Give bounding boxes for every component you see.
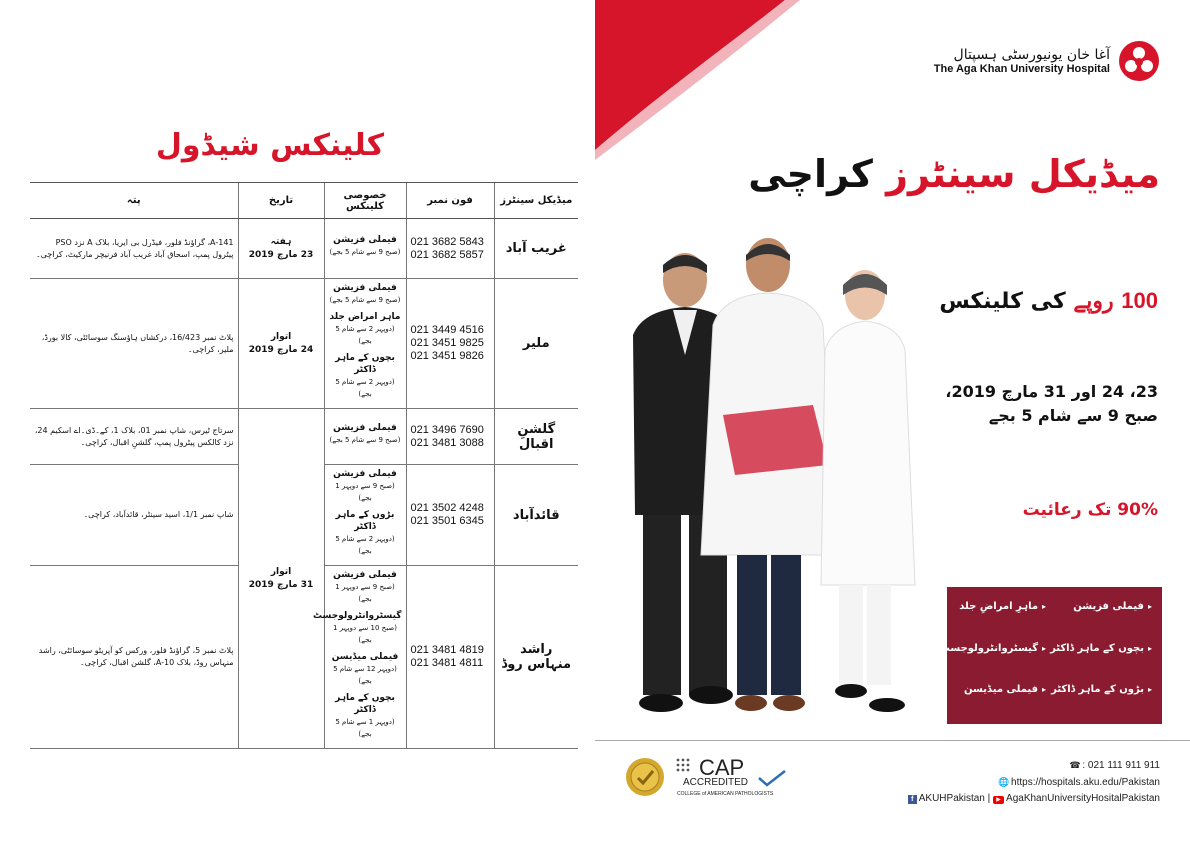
- clinic-time: (صبح 9 سے شام 5 بجے): [329, 296, 401, 304]
- clinic-date: [238, 409, 324, 749]
- cap-college: COLLEGE of AMERICAN PATHOLOGISTS: [677, 791, 774, 797]
- date-value: 24 مارچ 2019: [248, 344, 314, 355]
- clinic-time: (صبح 9 سے دوپہر 1 بجے): [335, 482, 395, 502]
- service-item: ▸ بچوں کے ماہر ڈاکٹر: [1050, 643, 1152, 669]
- phone-numbers: [406, 465, 494, 566]
- center-address: پلاٹ نمبر 5، گراؤنڈ فلور، ورکس کو آپریٹو سوسائٹی، راشد منہاس روڈ، بلاک A-10، گلشن اقبال، کراچی۔: [30, 566, 238, 749]
- contact-info: [908, 757, 1160, 807]
- phone-numbers: [406, 279, 494, 409]
- discount-text: 90% تک رعائیت: [1022, 500, 1158, 520]
- clinic-name: بڑوں کے ماہر ڈاکٹر: [335, 510, 395, 532]
- clinic-list: [324, 409, 406, 465]
- phone-number: 021 3449 4516: [410, 324, 484, 336]
- akuh-logo: [934, 40, 1160, 82]
- service-item: ▸ گیسٹروانٹرولوجسٹ: [940, 643, 1046, 669]
- header-phone: فون نمبر: [406, 183, 494, 219]
- center-address: A-141، گراؤنڈ فلور، فیڈرل بی ایریا، بلاک A نزد PSO پیٹرول پمپ، اسحاق آباد غریب آباد فرنیچر مارکیٹ، کراچی۔: [30, 219, 238, 279]
- phone-number: 021 3481 4811: [410, 657, 484, 669]
- phone-number: 021 3682 5857: [410, 248, 484, 261]
- phone-number: 021 3451 9826: [410, 350, 484, 362]
- checkmark-icon: [757, 769, 787, 787]
- phone-number: 021 3481 4819: [410, 644, 484, 656]
- clinic-time: (صبح 9 سے شام 5 بجے): [329, 436, 401, 444]
- center-address: سرتاج ٹیرس، شاپ نمبر 01، بلاک 1، کے۔ڈی۔اے اسکیم 24، نزد کالکس پیٹرول پمپ، گلشنِ اقبال، کراچی۔: [30, 409, 238, 465]
- clinic-time: (دوپہر 2 سے شام 5 بجے): [335, 378, 395, 398]
- youtube-handle[interactable]: AgaKhanUniversityHositalPakistan: [1006, 793, 1160, 804]
- schedule-table: [30, 182, 578, 749]
- price-amount: 100: [1121, 288, 1158, 313]
- service-item: ▸ ماہرِ امراضِ جلد: [940, 601, 1046, 627]
- service-item: ▸ بڑوں کے ماہر ڈاکٹر: [1050, 684, 1152, 710]
- clinic-time: (صبح 9 سے دوپہر 1 بجے): [335, 583, 395, 603]
- website-link[interactable]: https://hospitals.aku.edu/Pakistan: [1011, 777, 1160, 788]
- clinic-date: [238, 219, 324, 279]
- header-clinics: خصوصی کلینکس: [324, 183, 406, 219]
- youtube-icon: ▶: [993, 796, 1004, 804]
- clinic-time: (دوپہر 2 سے شام 5 بجے): [335, 325, 395, 345]
- phone-number: 021 3496 7690: [410, 423, 484, 436]
- phone-number: 021 3502 4248: [410, 502, 484, 514]
- footer-divider: [595, 740, 1190, 741]
- facebook-handle[interactable]: AKUHPakistan |: [918, 793, 994, 804]
- header-date: تاریخ: [238, 183, 324, 219]
- phone-number: 021 3481 3088: [410, 436, 484, 449]
- clinic-list: [313, 566, 406, 749]
- clinic-name: گیسٹروانٹرولوجسٹ: [313, 611, 402, 621]
- service-item: ▸ فیملی فزیشن: [1050, 601, 1152, 627]
- akuh-emblem-icon: [1118, 40, 1160, 82]
- center-name: گلشنِ اقبال: [494, 409, 578, 465]
- table-row: [30, 219, 578, 279]
- date-value: 23 مارچ 2019: [248, 249, 314, 260]
- schedule-title: کلینکس شیڈول: [155, 128, 385, 163]
- center-name: راشد منہاس روڈ: [494, 566, 578, 749]
- date-day: اتوار: [270, 566, 292, 577]
- phone-numbers: [406, 219, 494, 279]
- center-name: غریب آباد: [494, 219, 578, 279]
- website-row: [908, 774, 1160, 791]
- phone-number: 021 3451 9825: [410, 337, 484, 349]
- services-box: [939, 587, 1162, 724]
- phone-icon: ☎: [1069, 760, 1081, 770]
- clinic-time: (دوپہر 12 سے شام 5 بجے): [333, 665, 397, 685]
- clinic-name: فیملی فزیشن: [333, 570, 397, 580]
- price-rest: کی کلینکس: [939, 289, 1066, 314]
- clinic-name: فیملی میڈیسن: [331, 652, 399, 662]
- clinic-name: ماہر امراض جلد: [329, 312, 401, 322]
- logo-urdu-text: آغا خان یونیورسٹی ہسپتال: [953, 47, 1110, 63]
- headline-red: میڈیکل سینٹرز: [886, 152, 1160, 196]
- center-name: ملیر: [494, 279, 578, 409]
- center-address: پلاٹ نمبر 16/423، درکشاں ہاؤسنگ سوسائٹی، کالا بورڈ، ملیر، کراچی۔: [30, 279, 238, 409]
- table-row: [30, 279, 578, 409]
- gold-seal-icon: [625, 757, 665, 797]
- clinic-name: فیملی فزیشن: [333, 469, 397, 479]
- table-row: [30, 409, 578, 465]
- center-name: قائدآباد: [494, 465, 578, 566]
- clinic-name: فیملی فزیشن: [333, 235, 397, 245]
- clinic-name: فیملی فزیشن: [333, 423, 397, 433]
- social-row: [908, 791, 1160, 807]
- clinic-list: [324, 219, 406, 279]
- clinic-time: (دوپہر 2 سے شام 5 بجے): [335, 535, 395, 555]
- center-address: شاپ نمبر 1/1، اسید سینٹر، قائدآباد، کراچی۔: [30, 465, 238, 566]
- price-line: [939, 288, 1158, 314]
- flyer-page: [595, 0, 1190, 842]
- clinic-time: (دوپہر 1 سے شام 5 بجے): [335, 718, 395, 738]
- cap-accredited: ACCREDITED: [683, 777, 749, 788]
- clinic-date: [238, 279, 324, 409]
- clinic-list: [324, 279, 406, 409]
- clinic-name: بچوں کے ماہر ڈاکٹر: [335, 353, 395, 375]
- date-day: اتوار: [270, 331, 292, 342]
- phone-row: [908, 757, 1160, 774]
- clinic-time: (صبح 9 سے شام 5 بجے): [329, 248, 401, 256]
- globe-icon: 🌐: [998, 777, 1010, 787]
- event-dates: [945, 380, 1158, 428]
- event-hours-line: صبح 9 سے شام 5 بجے: [988, 406, 1158, 425]
- logo-english-text: The Aga Khan University Hospital: [933, 63, 1110, 75]
- cap-dots-icon: [675, 757, 695, 777]
- clinic-name: فیملی فزیشن: [333, 283, 397, 293]
- header-center: میڈیکل سینٹرز: [494, 183, 578, 219]
- doctors-photo: [603, 225, 953, 735]
- phone-numbers: [406, 566, 494, 749]
- phone-number: 021 3501 6345: [410, 515, 484, 527]
- headline-black: کراچی: [748, 152, 873, 196]
- event-dates-line: 23، 24 اور 31 مارچ 2019،: [945, 382, 1158, 401]
- service-item: ▸ فیملی میڈیسن: [940, 684, 1046, 710]
- facebook-icon: f: [908, 795, 917, 804]
- date-value: 31 مارچ 2019: [248, 579, 314, 590]
- header-address: پتہ: [30, 183, 238, 219]
- phone-numbers: [406, 409, 494, 465]
- clinic-time: (صبح 10 سے دوپہر 1 بجے): [333, 624, 397, 644]
- price-currency: روپے: [1073, 288, 1114, 313]
- headline: [748, 152, 1160, 196]
- cap-title: CAP: [699, 755, 745, 780]
- clinic-list: [324, 465, 406, 566]
- phone-number: 021 3682 5843: [410, 235, 484, 248]
- date-day: ہفتہ: [270, 236, 292, 247]
- clinic-name: بچوں کے ماہر ڈاکٹر: [335, 693, 395, 715]
- hotline: : 021 111 911 911: [1082, 760, 1160, 771]
- schedule-header-row: [30, 183, 578, 219]
